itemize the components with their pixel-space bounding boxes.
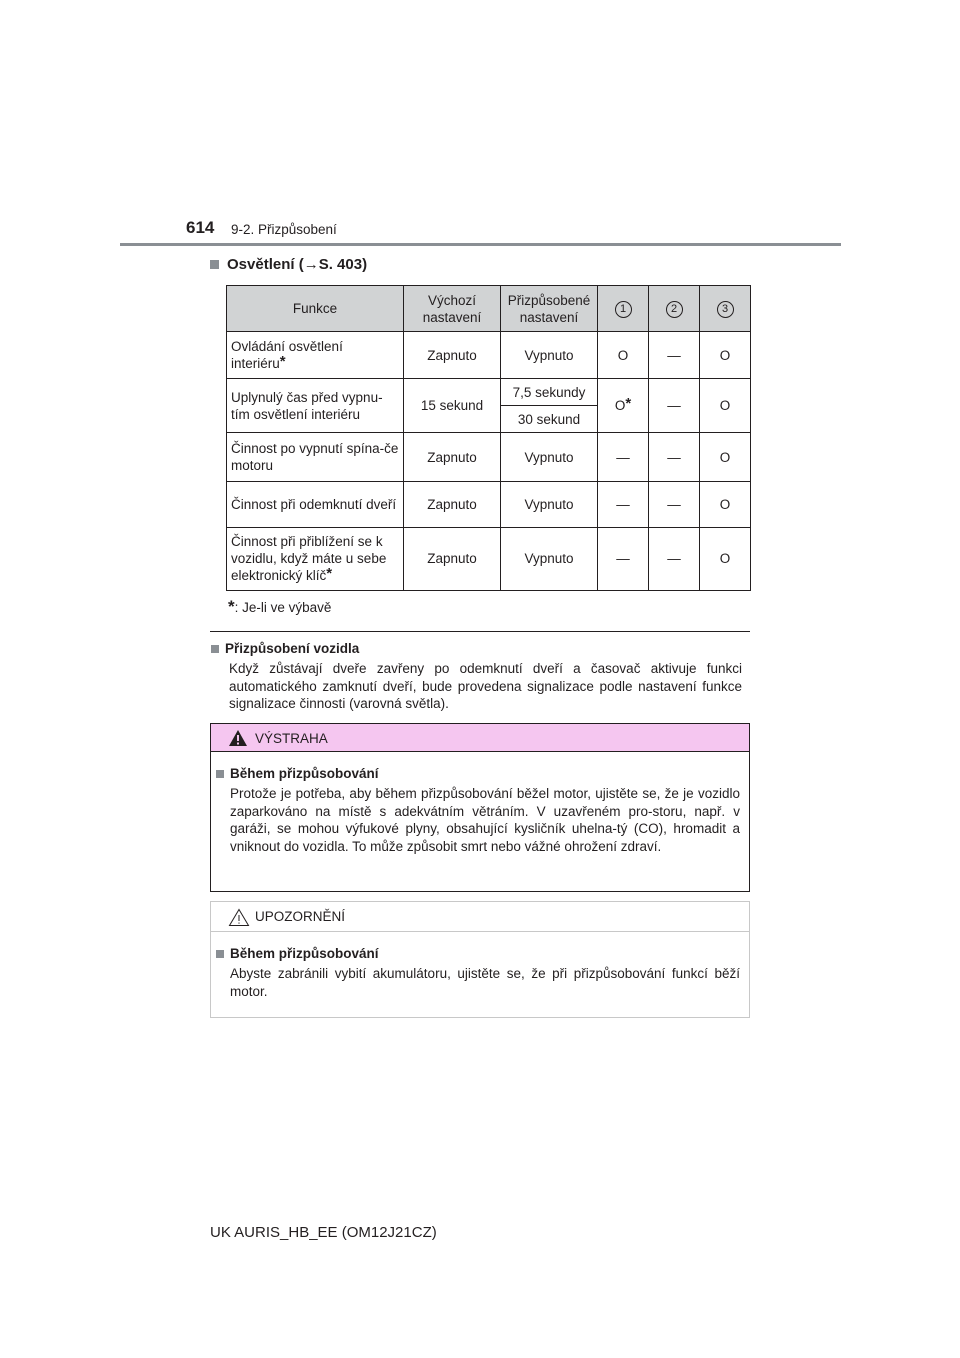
header-marker-1	[598, 286, 649, 332]
cell-m3: O	[700, 379, 751, 433]
cell-m1: —	[598, 527, 649, 590]
cell-function: Činnost při odemknutí dveří	[227, 481, 404, 527]
header-marker-2	[649, 286, 700, 332]
cell-m2: —	[649, 481, 700, 527]
footnote-star: *	[279, 353, 286, 371]
cell-custom: 30 sekund	[501, 406, 598, 433]
warning-text: Protože je potřeba, aby během přizpůsobování běžel motor, ujistěte se, že je vozidlo zaparkováno na místě s adekvátním větráním. V uzavřeném pro-storu, např. v garáži, se mohou výfukové plyny, obsahující kysličník uhelna-tý (CO), hromadit a vniknout do vozidla. To může způsobit smrt nebo vážné ohrožení zdraví.	[230, 786, 740, 854]
cell-m1: —	[598, 433, 649, 481]
cell-custom: Vypnuto	[501, 433, 598, 481]
warning-box	[210, 723, 750, 892]
cell-m2: —	[649, 433, 700, 481]
cell-m3: O	[700, 527, 751, 590]
table-footnote	[228, 597, 331, 617]
settings-table	[226, 285, 751, 591]
page-number: 614	[186, 218, 215, 237]
cell-custom: Vypnuto	[501, 481, 598, 527]
cell-default: Zapnuto	[404, 481, 501, 527]
table-row	[227, 332, 751, 379]
circled-number-2: 2	[666, 301, 683, 318]
divider	[210, 631, 750, 632]
notice-text: Abyste zabránili vybití akumulátoru, ujistěte se, že při přizpůsobování funkcí běží motor.	[230, 966, 740, 999]
document-id: UK AURIS_HB_EE (OM12J21CZ)	[210, 1224, 437, 1241]
header-rule	[120, 243, 841, 246]
cell-m2: —	[649, 379, 700, 433]
circled-number-3: 3	[717, 301, 734, 318]
section-title-ref: S. 403)	[318, 256, 368, 273]
footnote-text: : Je-li ve výbavě	[234, 600, 332, 615]
cell-m1: O*	[598, 379, 649, 433]
arrow-icon: →	[303, 256, 319, 273]
notice-title: UPOZORNĚNÍ	[255, 909, 346, 924]
cell-default: 15 sekund	[404, 379, 501, 433]
circled-number-1: 1	[615, 301, 632, 318]
table-row	[227, 527, 751, 590]
notice-box	[210, 901, 750, 1018]
footnote-star: *	[228, 597, 235, 616]
header-default: Výchozí nastavení	[404, 286, 501, 332]
vehicle-section-title: Přizpůsobení vozidla	[211, 641, 359, 656]
header-marker-3	[700, 286, 751, 332]
cell-function: Ovládání osvětlení interiéru*	[227, 332, 404, 379]
cell-m1: O	[598, 332, 649, 379]
square-bullet-icon	[216, 770, 224, 778]
section-title-text: Osvětlení (	[227, 256, 304, 273]
table-row	[227, 379, 751, 406]
footnote-star: *	[326, 565, 333, 583]
square-bullet-icon	[210, 260, 219, 269]
cell-m2: —	[649, 332, 700, 379]
caution-triangle-icon	[228, 908, 250, 927]
warning-header	[211, 724, 749, 752]
cell-m2: —	[649, 527, 700, 590]
cell-m3: O	[700, 481, 751, 527]
warning-triangle-icon	[228, 729, 248, 747]
header-custom: Přizpůsobené nastavení	[501, 286, 598, 332]
cell-custom: Vypnuto	[501, 332, 598, 379]
cell-default: Zapnuto	[404, 332, 501, 379]
notice-header	[211, 902, 749, 932]
cell-custom: 7,5 sekundy	[501, 379, 598, 406]
cell-m3: O	[700, 332, 751, 379]
header-funkce: Funkce	[227, 286, 404, 332]
cell-default: Zapnuto	[404, 433, 501, 481]
table-header-row	[227, 286, 751, 332]
square-bullet-icon	[216, 950, 224, 958]
notice-subtitle: Během přizpůsobování	[216, 946, 379, 961]
table-row	[227, 481, 751, 527]
warning-subtitle: Během přizpůsobování	[216, 766, 379, 781]
square-bullet-icon	[211, 645, 219, 653]
cell-function: Činnost při přiblížení se k vozidlu, když máte u sebe elektronický klíč*	[227, 527, 404, 590]
cell-m3: O	[700, 433, 751, 481]
cell-m1: —	[598, 481, 649, 527]
cell-default: Zapnuto	[404, 527, 501, 590]
footnote-star: *	[625, 395, 632, 413]
section-title	[210, 256, 367, 273]
cell-function: Uplynulý čas před vypnu-tím osvětlení interiéru	[227, 379, 404, 433]
warning-title: VÝSTRAHA	[255, 731, 328, 746]
table-row	[227, 433, 751, 481]
section-label: 9-2. Přizpůsobení	[231, 222, 337, 237]
cell-function: Činnost po vypnutí spína-če motoru	[227, 433, 404, 481]
cell-custom: Vypnuto	[501, 527, 598, 590]
vehicle-section-text: Když zůstávají dveře zavřeny po odemknutí dveří a časovač aktivuje funkci automatického zamknutí dveří, bude provedena signalizace podle nastavení funkce signalizace činnosti (varovná světla).	[229, 661, 742, 711]
